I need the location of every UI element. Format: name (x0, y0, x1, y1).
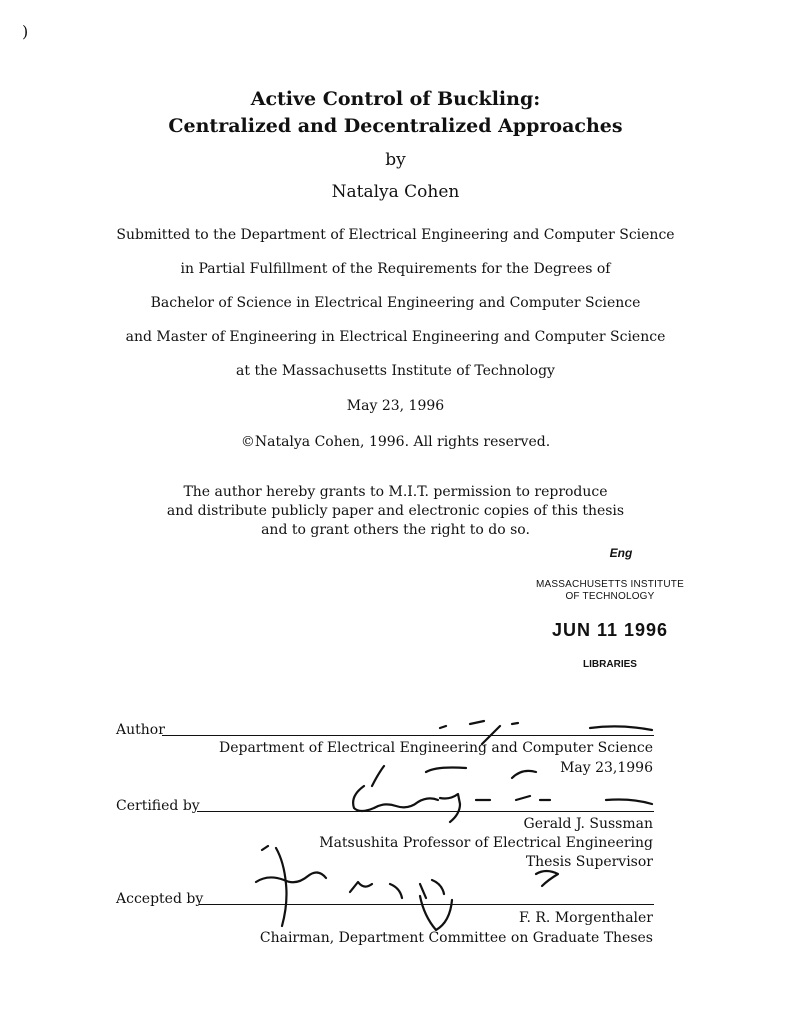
permission-line-3: and to grant others the right to do so. (261, 522, 530, 538)
library-logo: Eng (609, 546, 633, 560)
permission-line-2: and distribute publicly paper and electronic copies of this thesis (166, 503, 625, 519)
certified-signature-line (197, 811, 654, 812)
author-signature-line (162, 735, 654, 736)
stamp-received-date: JUN 11 1996 (551, 620, 669, 640)
permission-line-1: The author hereby grants to M.I.T. permission to reproduce (183, 484, 608, 500)
supervisor-initial-mark (536, 871, 558, 886)
submission-line-5: at the Massachusetts Institute of Technology (236, 363, 555, 379)
supervisor-name: Gerald J. Sussman (523, 816, 653, 832)
supervisor-title: Matsushita Professor of Electrical Engineering (319, 835, 653, 851)
title-line-2: Centralized and Decentralized Approaches (168, 115, 623, 137)
accepted-by-label: Accepted by (116, 891, 204, 907)
submission-line-1: Submitted to the Department of Electrical Engineering and Computer Science (116, 227, 675, 243)
copyright-notice: ©Natalya Cohen, 1996. All rights reserved. (240, 434, 551, 450)
author-department: Department of Electrical Engineering and Computer Science (218, 740, 653, 756)
submission-line-2: in Partial Fulfillment of the Requirements for the Degrees of (180, 261, 611, 277)
by-text: by (385, 150, 406, 170)
stamp-institute-line-2: OF TECHNOLOGY (565, 591, 655, 602)
author-initials-mark (372, 766, 536, 786)
submission-date: May 23, 1996 (346, 398, 445, 414)
margin-mark: ) (22, 22, 29, 41)
author-signature-date: May 23,1996 (560, 760, 653, 776)
certified-by-label: Certified by (116, 798, 200, 814)
title-line-1: Active Control of Buckling: (250, 88, 541, 110)
submission-line-4: and Master of Engineering in Electrical Engineering and Computer Science (125, 329, 666, 345)
author-name: Natalya Cohen (331, 182, 460, 202)
supervisor-role: Thesis Supervisor (525, 854, 653, 870)
chairman-name: F. R. Morgenthaler (518, 910, 653, 926)
stamp-libraries: LIBRARIES (583, 659, 637, 670)
chairman-title: Chairman, Department Committee on Graduate Theses (259, 930, 653, 946)
stamp-institute-line-1: MASSACHUSETTS INSTITUTE (536, 579, 684, 590)
submission-line-3: Bachelor of Science in Electrical Engineering and Computer Science (150, 295, 641, 311)
accepted-signature-line (199, 904, 654, 905)
author-signature-label: Author (116, 722, 165, 738)
accepted-signature-mark (256, 846, 452, 930)
